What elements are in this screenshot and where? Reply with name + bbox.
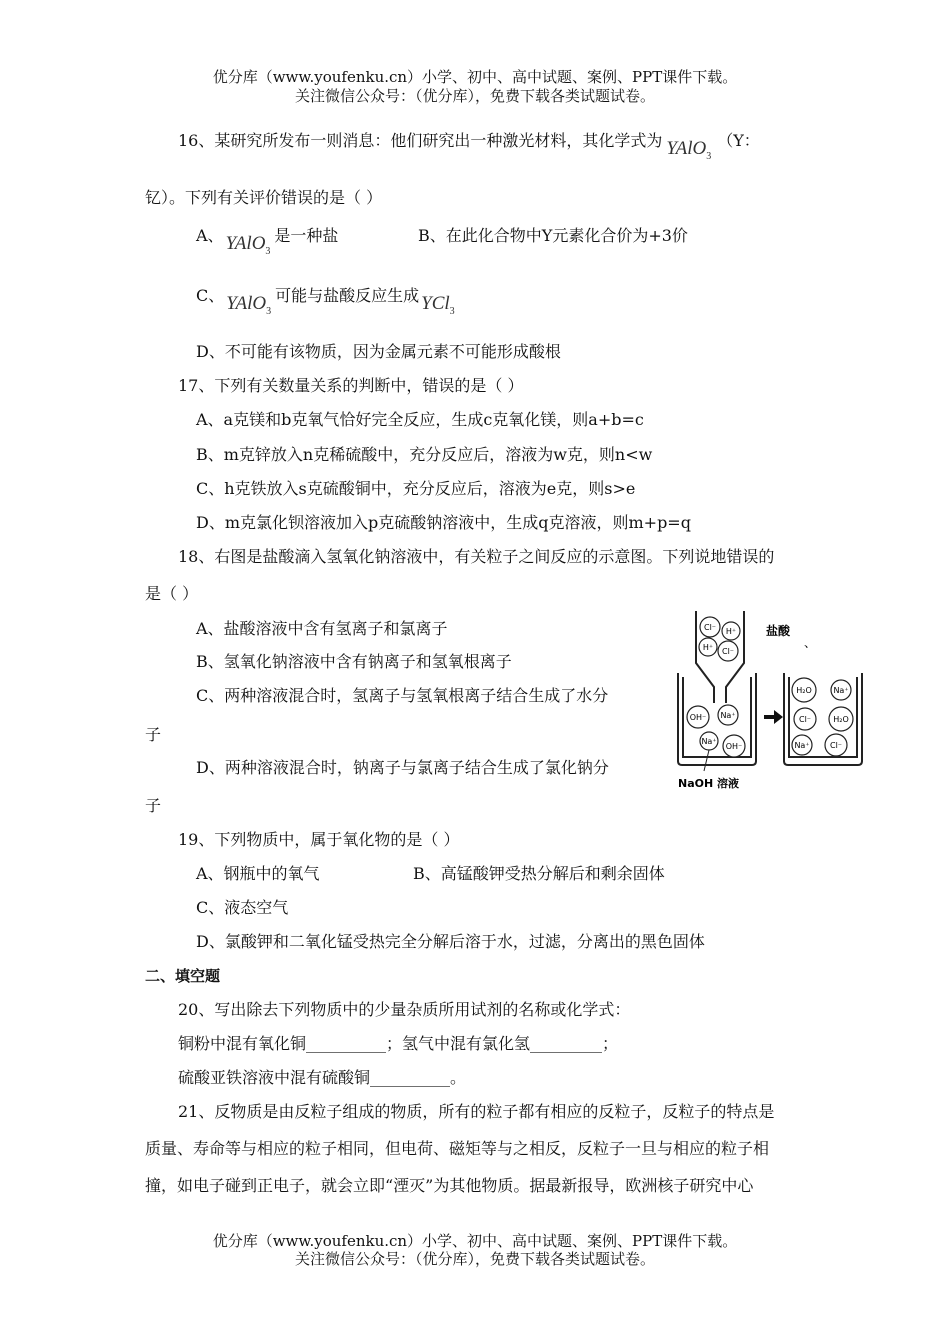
q16-stem-text: 16、某研究所发布一则消息：他们研究出一种激光材料，其化学式为	[178, 131, 663, 150]
svg-text:H₂O: H₂O	[833, 715, 849, 724]
svg-text:Na⁺: Na⁺	[720, 711, 736, 720]
q19-option-c: C、液态空气	[196, 898, 289, 917]
svg-text:Cl⁻: Cl⁻	[829, 741, 843, 750]
formula-yalo3: YAlO$_3$	[226, 293, 272, 317]
q19-option-d: D、氯酸钾和二氧化锰受热完全分解后溶于水，过滤，分离出的黑色固体	[196, 932, 705, 951]
q19-option-b: B、高锰酸钾受热分解后和剩余固体	[413, 864, 665, 883]
product-particle	[794, 708, 816, 730]
q18-option-b: B、氢氧化钠溶液中含有钠离子和氢氧根离子	[196, 652, 512, 671]
funnel-ion	[699, 638, 717, 656]
header-line-1: 优分库（www.youfenku.cn）小学、初中、高中试题、案例、PPT课件下载。	[212, 68, 738, 86]
svg-text:H⁺: H⁺	[725, 627, 737, 636]
q16-stem-cont: 钇）。下列有关评价错误的是（ ）	[145, 188, 383, 207]
q17-stem: 17、下列有关数量关系的判断中，错误的是（ ）	[178, 376, 524, 395]
formula-yalo3: YAlO$_3$	[666, 138, 712, 162]
beaker-ion	[723, 735, 745, 757]
svg-text:OH⁻: OH⁻	[689, 713, 707, 722]
svg-text:Na⁺: Na⁺	[701, 737, 717, 746]
q17-option-a: A、a克镁和b克氧气恰好完全反应，生成c克氧化镁，则a+b=c	[196, 410, 644, 429]
section-title: 二、填空题	[145, 967, 221, 985]
q21-line-3: 撞，如电子碰到正电子，就会立即“湮灭”为其他物质。据最新报导，欧洲核子研究中心	[145, 1176, 754, 1195]
product-particle	[831, 680, 851, 700]
q16-option-c: C、 YAlO$_3$可能与盐酸反应生成 YCl$_3$	[196, 286, 455, 314]
q16-option-d: D、不可能有该物质，因为金属元素不可能形成酸根	[196, 342, 561, 361]
product-particle	[792, 678, 816, 702]
q20-line-2: 硫酸亚铁溶液中混有硫酸铜__________。	[178, 1068, 467, 1087]
q16-stem-tail: （Y：	[717, 131, 760, 150]
beaker-ion	[687, 706, 709, 728]
q18-option-d-cont: 子	[145, 796, 162, 815]
product-particle	[829, 707, 853, 731]
beaker-label: NaOH 溶液	[678, 777, 740, 790]
formula-yalo3: YAlO$_3$	[225, 233, 271, 257]
svg-text:H₂O: H₂O	[796, 686, 812, 695]
reaction-diagram	[664, 605, 874, 797]
svg-text:Na⁺: Na⁺	[833, 686, 849, 695]
q18-option-d: D、两种溶液混合时，钠离子与氯离子结合生成了氯化钠分	[196, 758, 609, 777]
q16-option-b: B、在此化合物中Y元素化合价为+3价	[418, 226, 688, 245]
reaction-arrow	[764, 710, 783, 724]
header-line-2: 关注微信公众号：（优分库），免费下载各类试题试卷。	[294, 87, 655, 105]
q18-option-c: C、两种溶液混合时，氢离子与氢氧根离子结合生成了水分	[196, 686, 609, 705]
product-particle	[792, 735, 812, 755]
beaker-ion	[700, 732, 718, 750]
footer-line-1: 优分库（www.youfenku.cn）小学、初中、高中试题、案例、PPT课件下载。	[212, 1232, 738, 1250]
q16-option-a: A、 YAlO$_3$是一种盐	[196, 226, 338, 254]
q18-option-c-cont: 子	[145, 725, 162, 744]
beaker-ion	[718, 705, 738, 725]
svg-text:、: 、	[804, 636, 817, 650]
svg-text:Na⁺: Na⁺	[794, 741, 810, 750]
svg-text:OH⁻: OH⁻	[725, 742, 743, 751]
q18-stem-cont: 是（ ）	[145, 584, 199, 603]
q17-option-b: B、m克锌放入n克稀硫酸中，充分反应后，溶液为w克，则n<w	[196, 445, 653, 464]
funnel-ion	[718, 641, 738, 661]
svg-text:Cl⁻: Cl⁻	[703, 623, 717, 632]
funnel-ion	[722, 622, 740, 640]
footer-line-2: 关注微信公众号：（优分库），免费下载各类试题试卷。	[294, 1250, 655, 1268]
q19-stem: 19、下列物质中，属于氧化物的是（ ）	[178, 830, 460, 849]
q17-option-c: C、h克铁放入s克硫酸铜中，充分反应后，溶液为e克，则s>e	[196, 479, 636, 498]
q20-stem: 20、写出除去下列物质中的少量杂质所用试剂的名称或化学式：	[178, 1000, 631, 1019]
q18-option-a: A、盐酸溶液中含有氢离子和氯离子	[196, 619, 448, 638]
svg-text:Cl⁻: Cl⁻	[721, 647, 735, 656]
acid-label: 盐酸	[766, 624, 791, 638]
q16-stem	[178, 131, 760, 162]
q20-line-1: 铜粉中混有氧化铜__________；氢气中混有氯化氢_________；	[178, 1034, 619, 1053]
q21-line-1: 21、反物质是由反粒子组成的物质，所有的粒子都有相应的反粒子，反粒子的特点是	[178, 1102, 775, 1121]
q19-option-a: A、钢瓶中的氧气	[196, 864, 320, 883]
svg-text:Cl⁻: Cl⁻	[798, 715, 812, 724]
formula-ycl3: YCl$_3$	[421, 293, 455, 317]
q18-stem: 18、右图是盐酸滴入氢氧化钠溶液中，有关粒子之间反应的示意图。下列说地错误的	[178, 547, 775, 566]
funnel-ion	[700, 617, 720, 637]
svg-text:H⁺: H⁺	[702, 643, 714, 652]
product-particle	[825, 734, 847, 756]
q17-option-d: D、m克氯化钡溶液加入p克硫酸钠溶液中，生成q克溶液，则m+p=q	[196, 513, 691, 532]
q21-line-2: 质量、寿命等与相应的粒子相同，但电荷、磁矩等与之相反，反粒子一旦与相应的粒子相	[145, 1139, 770, 1158]
